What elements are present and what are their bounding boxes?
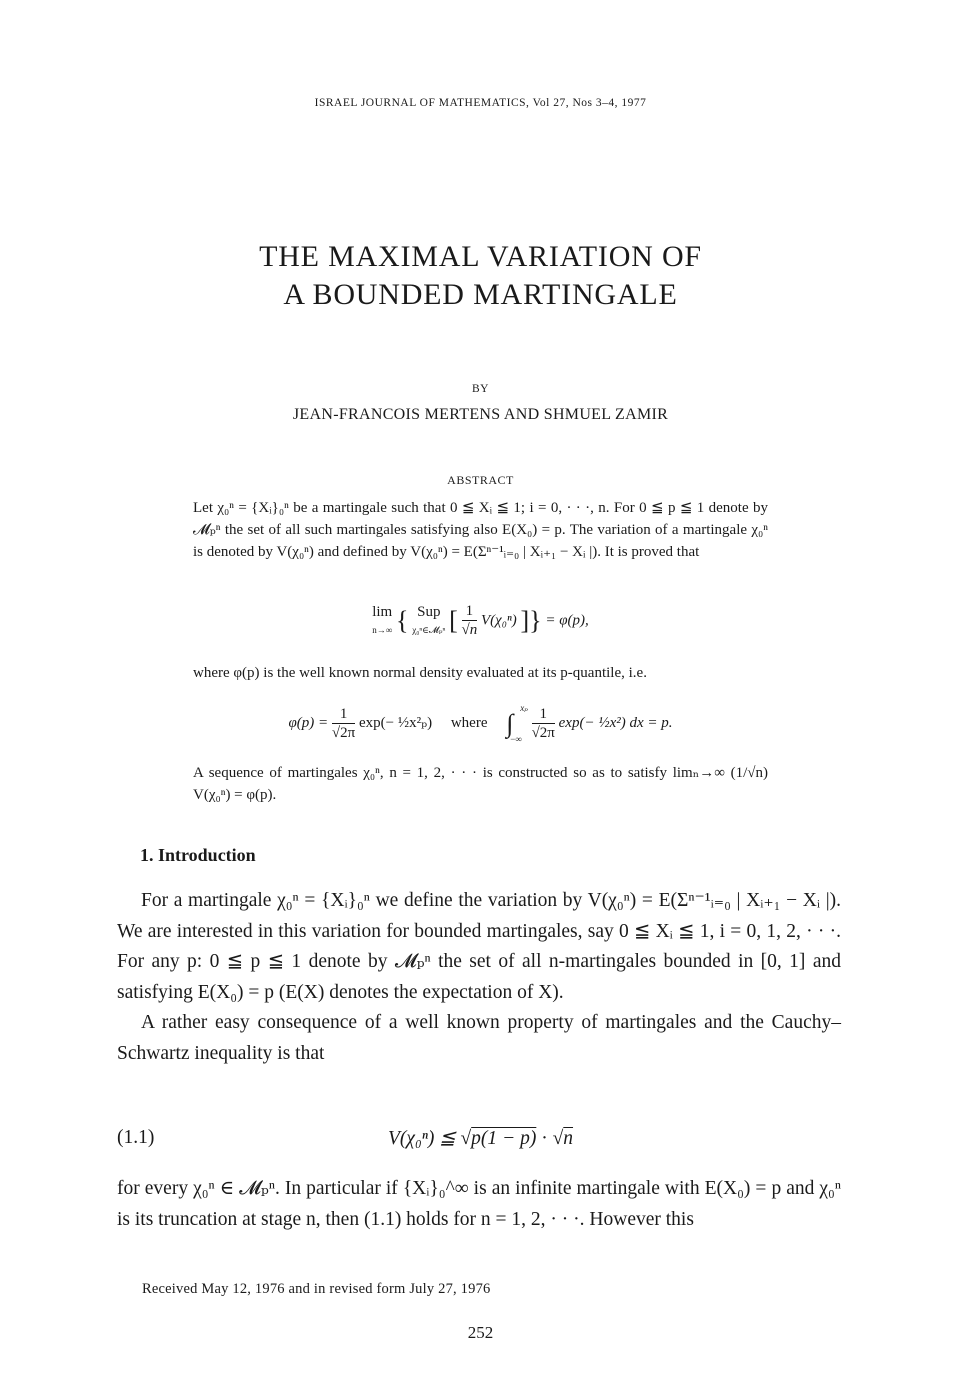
abstract-heading: ABSTRACT <box>447 473 514 487</box>
paper-title <box>0 238 961 314</box>
intro-body-continued <box>117 1174 841 1235</box>
abstract-paragraph-2 <box>193 662 768 684</box>
running-head: ISRAEL JOURNAL OF MATHEMATICS, Vol 27, Nos 3–4, 1977 <box>314 97 647 109</box>
eq2-lhs: φ(p) = <box>288 714 329 731</box>
abstract-equation-2 <box>0 703 961 744</box>
equation-label: (1.1) <box>117 1127 155 1148</box>
title-line-2: A BOUNDED MARTINGALE <box>283 278 678 311</box>
equation-1-1: V(χ₀ⁿ) ≦ √p(1 − p) · √n <box>387 1128 574 1149</box>
intro-paragraph-1: For a martingale χ₀ⁿ = {Xᵢ}₀ⁿ we define the variation by V(χ₀ⁿ) = E(Σⁿ⁻¹ᵢ₌₀ | Xᵢ₊₁ − Xᵢ |). We are interested in this variation for bounded martingales, say 0 ≦ Xᵢ ≦ 1, i = 0, 1, 2, · · ·. For any p: 0 ≦ p ≦ 1 denote by 𝓜ₚⁿ the set of all n-martingales bounded in [0, 1] and satisfying E(X₀) = p (E(X) denotes the expectation of X). <box>117 890 841 1003</box>
eq-lhs: V(χ₀ⁿ) ≦ <box>387 1128 461 1149</box>
by-label: BY <box>472 383 489 395</box>
eq1-lim: lim <box>372 604 393 620</box>
abstract-paragraph-3 <box>193 762 768 806</box>
eq1-sup-sub: χ₀ⁿ∈𝓜ₚⁿ <box>412 625 446 635</box>
section-heading: 1. Introduction <box>140 845 256 865</box>
eq2-fraction: $\frac{1}{√2\pi}$ <box>331 705 356 741</box>
eq-sqrt-2: n <box>563 1128 574 1149</box>
abstract-text-3: A sequence of martingales χ₀ⁿ, n = 1, 2, · · · is constructed so as to satisfy limₙ→∞ (1/√n) V(χ₀ⁿ) = φ(p). <box>193 765 768 803</box>
eq-sqrt-1: p(1 − p) <box>471 1128 537 1149</box>
abstract-equation-1: lim n→∞ { Sup χ₀ⁿ∈𝓜ₚⁿ [ $\frac{1}{√n}$ V(χ₀ⁿ) ]} = φ(p), <box>372 603 589 638</box>
abstract-text-1: Let χ₀ⁿ = {Xᵢ}₀ⁿ be a martingale such that 0 ≦ Xᵢ ≦ 1; i = 0, · · ·, n. For 0 ≦ p ≦ 1 denote by 𝓜ₚⁿ the set of all such martingales satisfying also E(X₀) = p. The variation of a martingale χ₀ⁿ is denoted by V(χ₀ⁿ) and defined by V(χ₀ⁿ) = E(Σⁿ⁻¹ᵢ₌₀ | Xᵢ₊₁ − Xᵢ |). It is proved that <box>193 500 768 560</box>
abstract-paragraph-1 <box>193 497 768 563</box>
eq1-lim-sub: n→∞ <box>372 625 393 635</box>
eq2-exp-2: exp(− ½x²) dx = p. <box>558 714 673 731</box>
intro-paragraph-3: for every χ₀ⁿ ∈ 𝓜ₚⁿ. In particular if {Xᵢ}₀^∞ is an infinite martingale with E(X₀) = p and χ₀ⁿ is its truncation at stage n, then (1.1) holds for n = 1, 2, · · ·. However this <box>117 1178 841 1230</box>
authors: JEAN-FRANCOIS MERTENS AND SHMUEL ZAMIR <box>292 406 669 423</box>
eq1-sup: Sup <box>417 604 441 620</box>
eq2-exp: exp(− ½x²ₚ) <box>358 714 433 731</box>
intro-paragraph-2: A rather easy consequence of a well known property of martingales and the Cauchy–Schwartz inequality is that <box>117 1012 841 1064</box>
page-number: 252 <box>467 1323 494 1342</box>
received-footnote: Received May 12, 1976 and in revised form July 27, 1976 <box>142 1281 491 1297</box>
eq2-where: where <box>450 714 488 731</box>
eq1-variation: V(χ₀ⁿ) <box>481 612 517 629</box>
eq-dot: · <box>536 1128 553 1149</box>
eq2-integral: xₚ ∫ −∞ <box>506 703 528 744</box>
title-line-1: THE MAXIMAL VARIATION OF <box>259 240 702 273</box>
eq2-fraction-2: $\frac{1}{√2\pi}$ <box>531 705 555 741</box>
eq1-fraction: $\frac{1}{√n}$ <box>461 603 478 638</box>
eq1-rhs: = φ(p), <box>545 612 589 629</box>
abstract-text-2: where φ(p) is the well known normal density evaluated at its p-quantile, i.e. <box>193 665 647 681</box>
intro-body <box>117 886 841 1069</box>
